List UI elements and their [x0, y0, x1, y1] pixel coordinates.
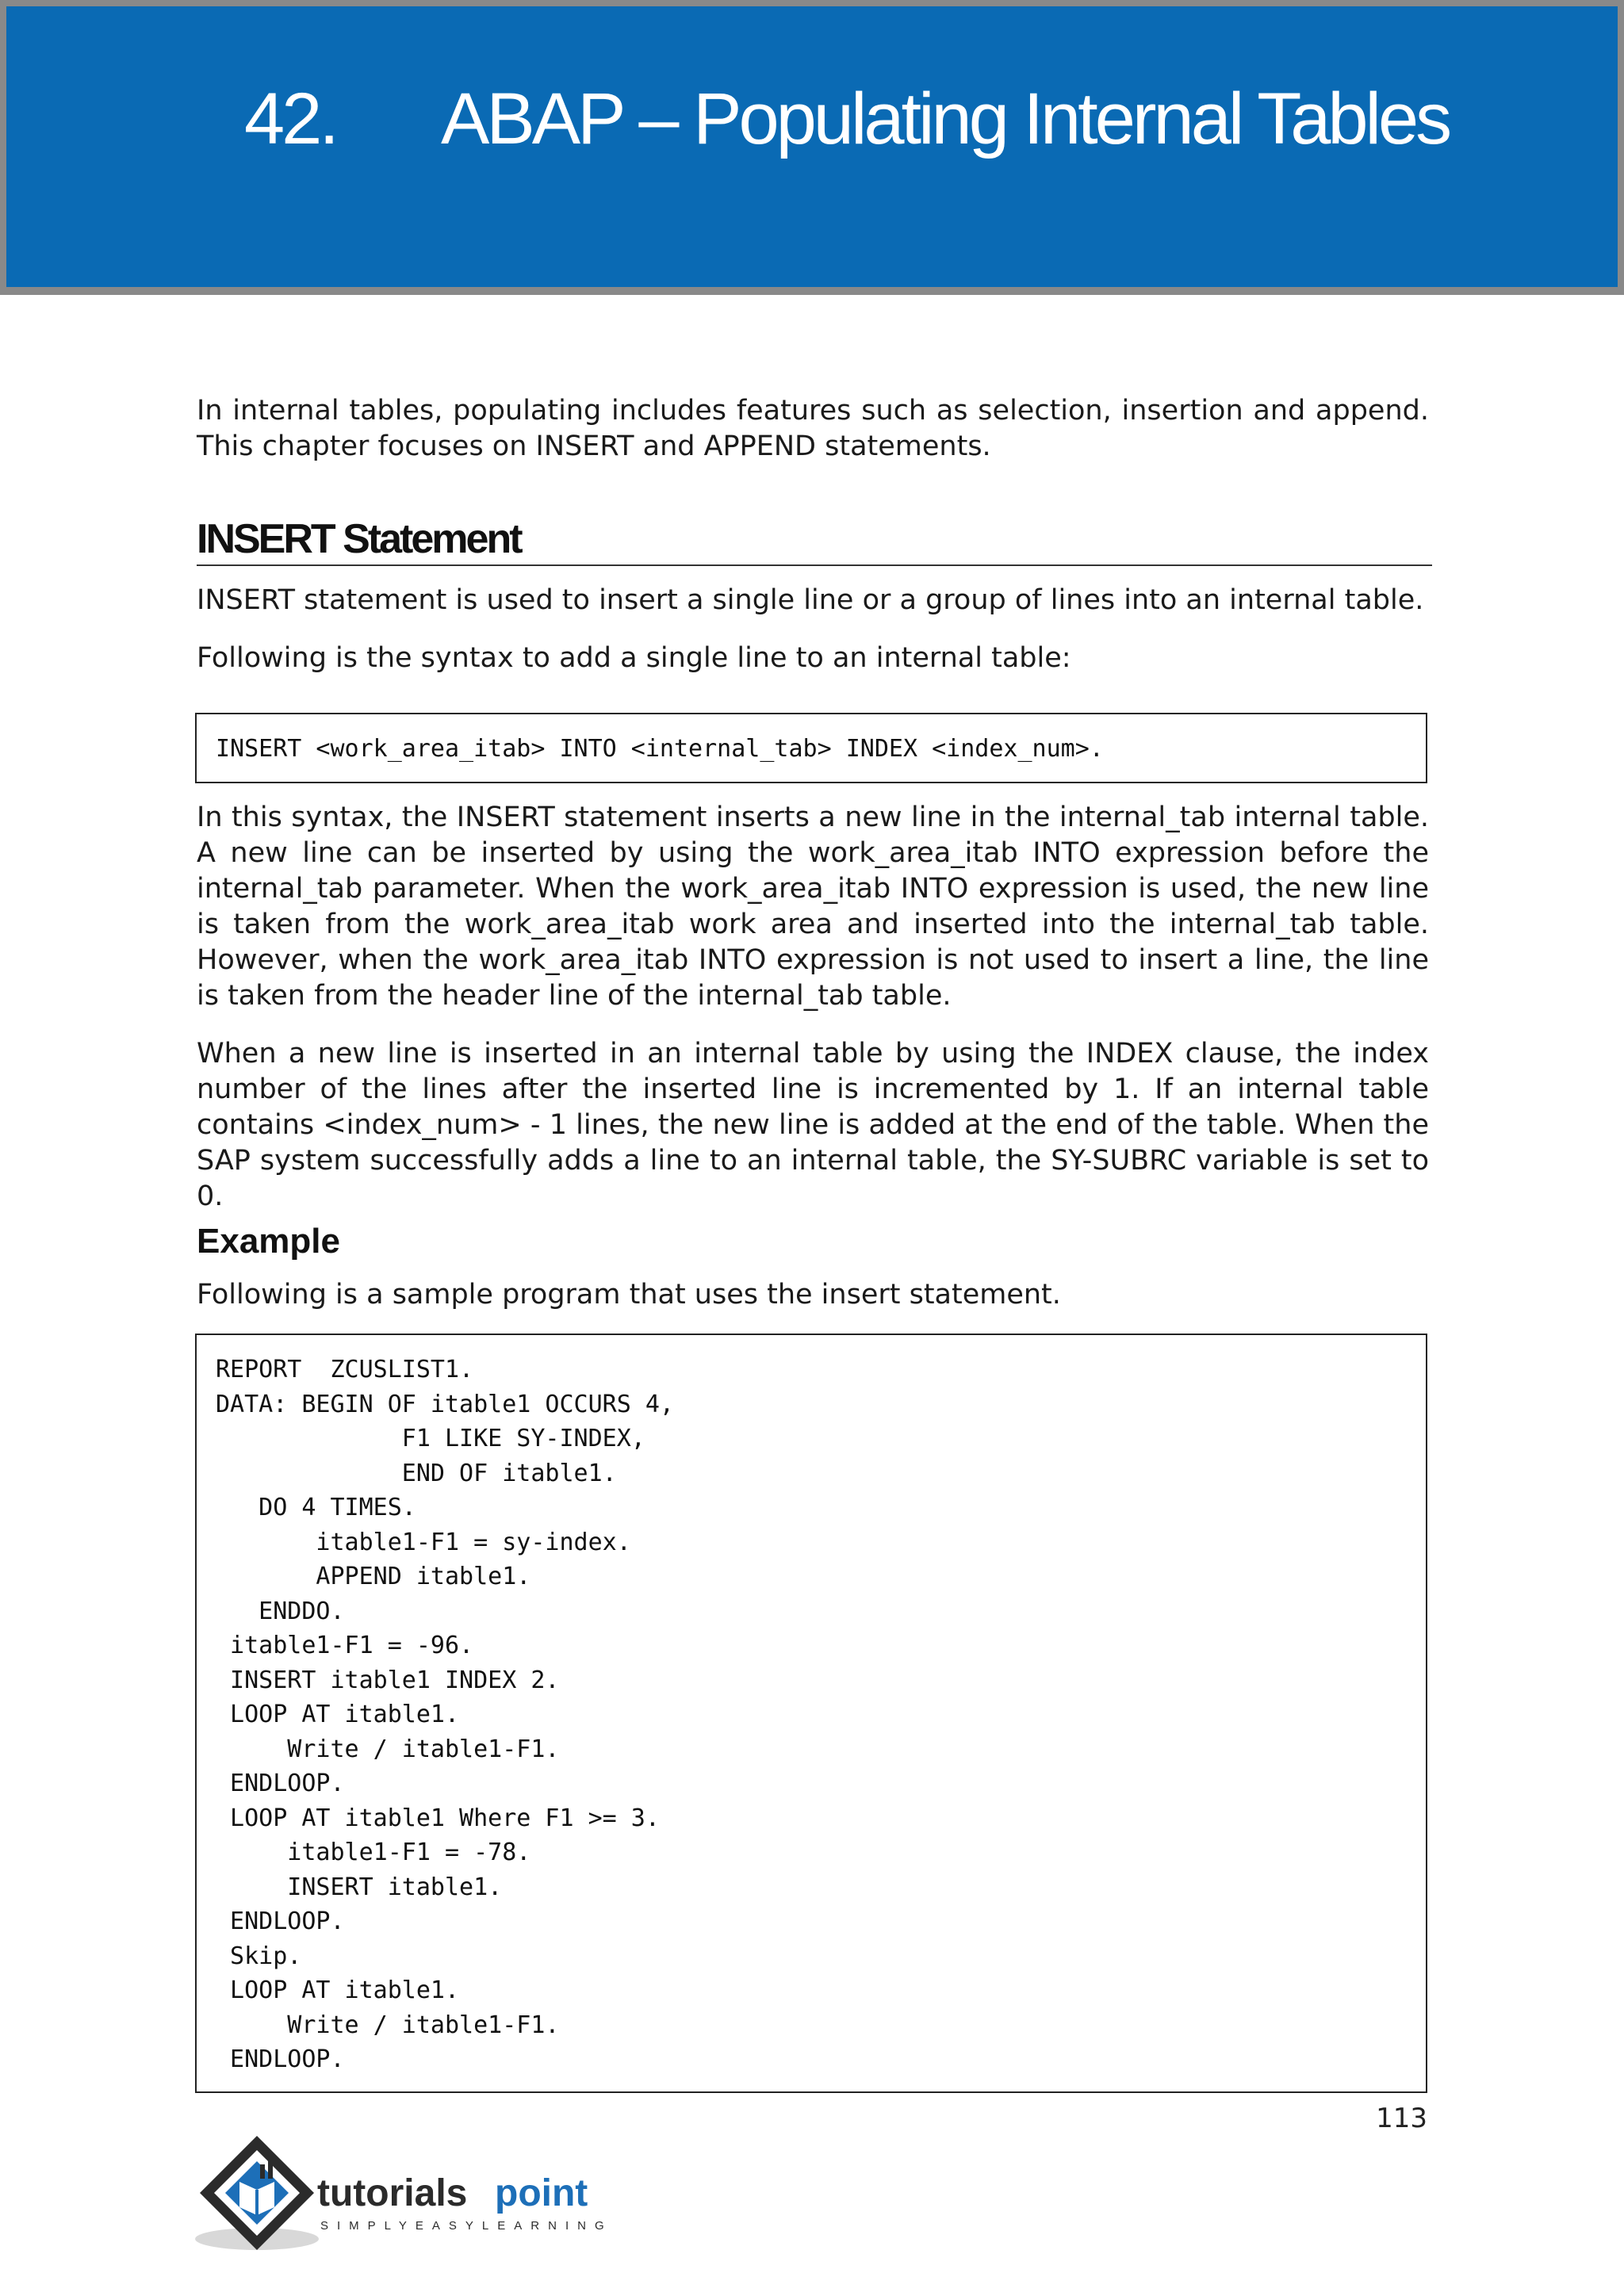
insert-paragraph-4: When a new line is inserted in an internal table by using the INDEX clause, the index number of the lines after the inserted line is incremented by 1. If an internal table contains <index_num> - 1 lines, the new line is added at the end of the table. When the SAP system successfully adds a line to an internal table, the SY-SUBRC variable is set to 0.: [197, 1038, 1429, 1212]
chapter-banner-fill: [6, 6, 1618, 287]
example-code-box: [195, 1334, 1427, 2093]
tutorialspoint-logo: [193, 2130, 638, 2256]
logo-tagline: SIMPLYEASYLEARNING: [320, 2219, 613, 2233]
syntax-code-box: [195, 713, 1427, 783]
intro-block: [197, 393, 1429, 465]
chapter-banner: [0, 0, 1624, 295]
syntax-code: INSERT <work_area_itab> INTO <internal_tab> INDEX <index_num>.: [216, 735, 1104, 763]
insert-para3-block: [197, 800, 1429, 1014]
page-number: 113: [1376, 2103, 1427, 2134]
chapter-title: ABAP – Populating Internal Tables: [441, 78, 1450, 159]
example-heading: Example: [197, 1222, 340, 1261]
section-heading: INSERT Statement: [197, 516, 521, 562]
example-para-block: [197, 1277, 1429, 1313]
insert-paragraph-1: INSERT statement is used to insert a single line or a group of lines into an internal table.: [197, 584, 1424, 616]
heading-underline: [197, 564, 1432, 566]
example-code: REPORT ZCUSLIST1. DATA: BEGIN OF itable1 OCCURS 4, F1 LIKE SY-INDEX, END OF itable1. DO 4 TIMES. itable1-F1 = sy-index. APPEND itable1. ENDDO. itable1-F1 = -96. INSERT itable1 INDEX 2. LOOP AT itable1. Write / itable1-F1. ENDLOOP. LOOP AT itable1 Where F1 >= 3. itable1-F1 = -78. INSERT itable1. ENDLOOP. Skip. LOOP AT itable1. Write / itable1-F1. ENDLOOP.: [216, 1356, 674, 2073]
insert-para4-block: [197, 1036, 1429, 1215]
logo-text-accent: point: [495, 2172, 588, 2214]
chapter-number: 42.: [244, 78, 336, 159]
intro-paragraph: In internal tables, populating includes features such as selection, insertion and append. This chapter focuses on INSERT and APPEND statements.: [197, 395, 1429, 462]
example-paragraph: Following is a sample program that uses the insert statement.: [197, 1279, 1061, 1311]
logo-text-main: tutorials: [317, 2172, 468, 2214]
insert-paragraph-3: In this syntax, the INSERT statement inserts a new line in the internal_tab internal table. A new line can be inserted by using the work_area_itab INTO expression before the internal_tab parameter. When the work_area_itab INTO expression is used, the new line is taken from the work_area_itab work area and inserted into the internal_tab table. However, when the work_area_itab INTO expression is not used to insert a line, the line is taken from the header line of the internal_tab table.: [197, 802, 1429, 1012]
logo-mark-icon: [193, 2130, 638, 2256]
insert-heading-block: [197, 516, 1429, 562]
insert-paragraph-2: Following is the syntax to add a single line to an internal table:: [197, 642, 1071, 674]
insert-para2-block: [197, 641, 1429, 676]
example-heading-block: [197, 1224, 1429, 1259]
insert-para1-block: [197, 583, 1429, 618]
